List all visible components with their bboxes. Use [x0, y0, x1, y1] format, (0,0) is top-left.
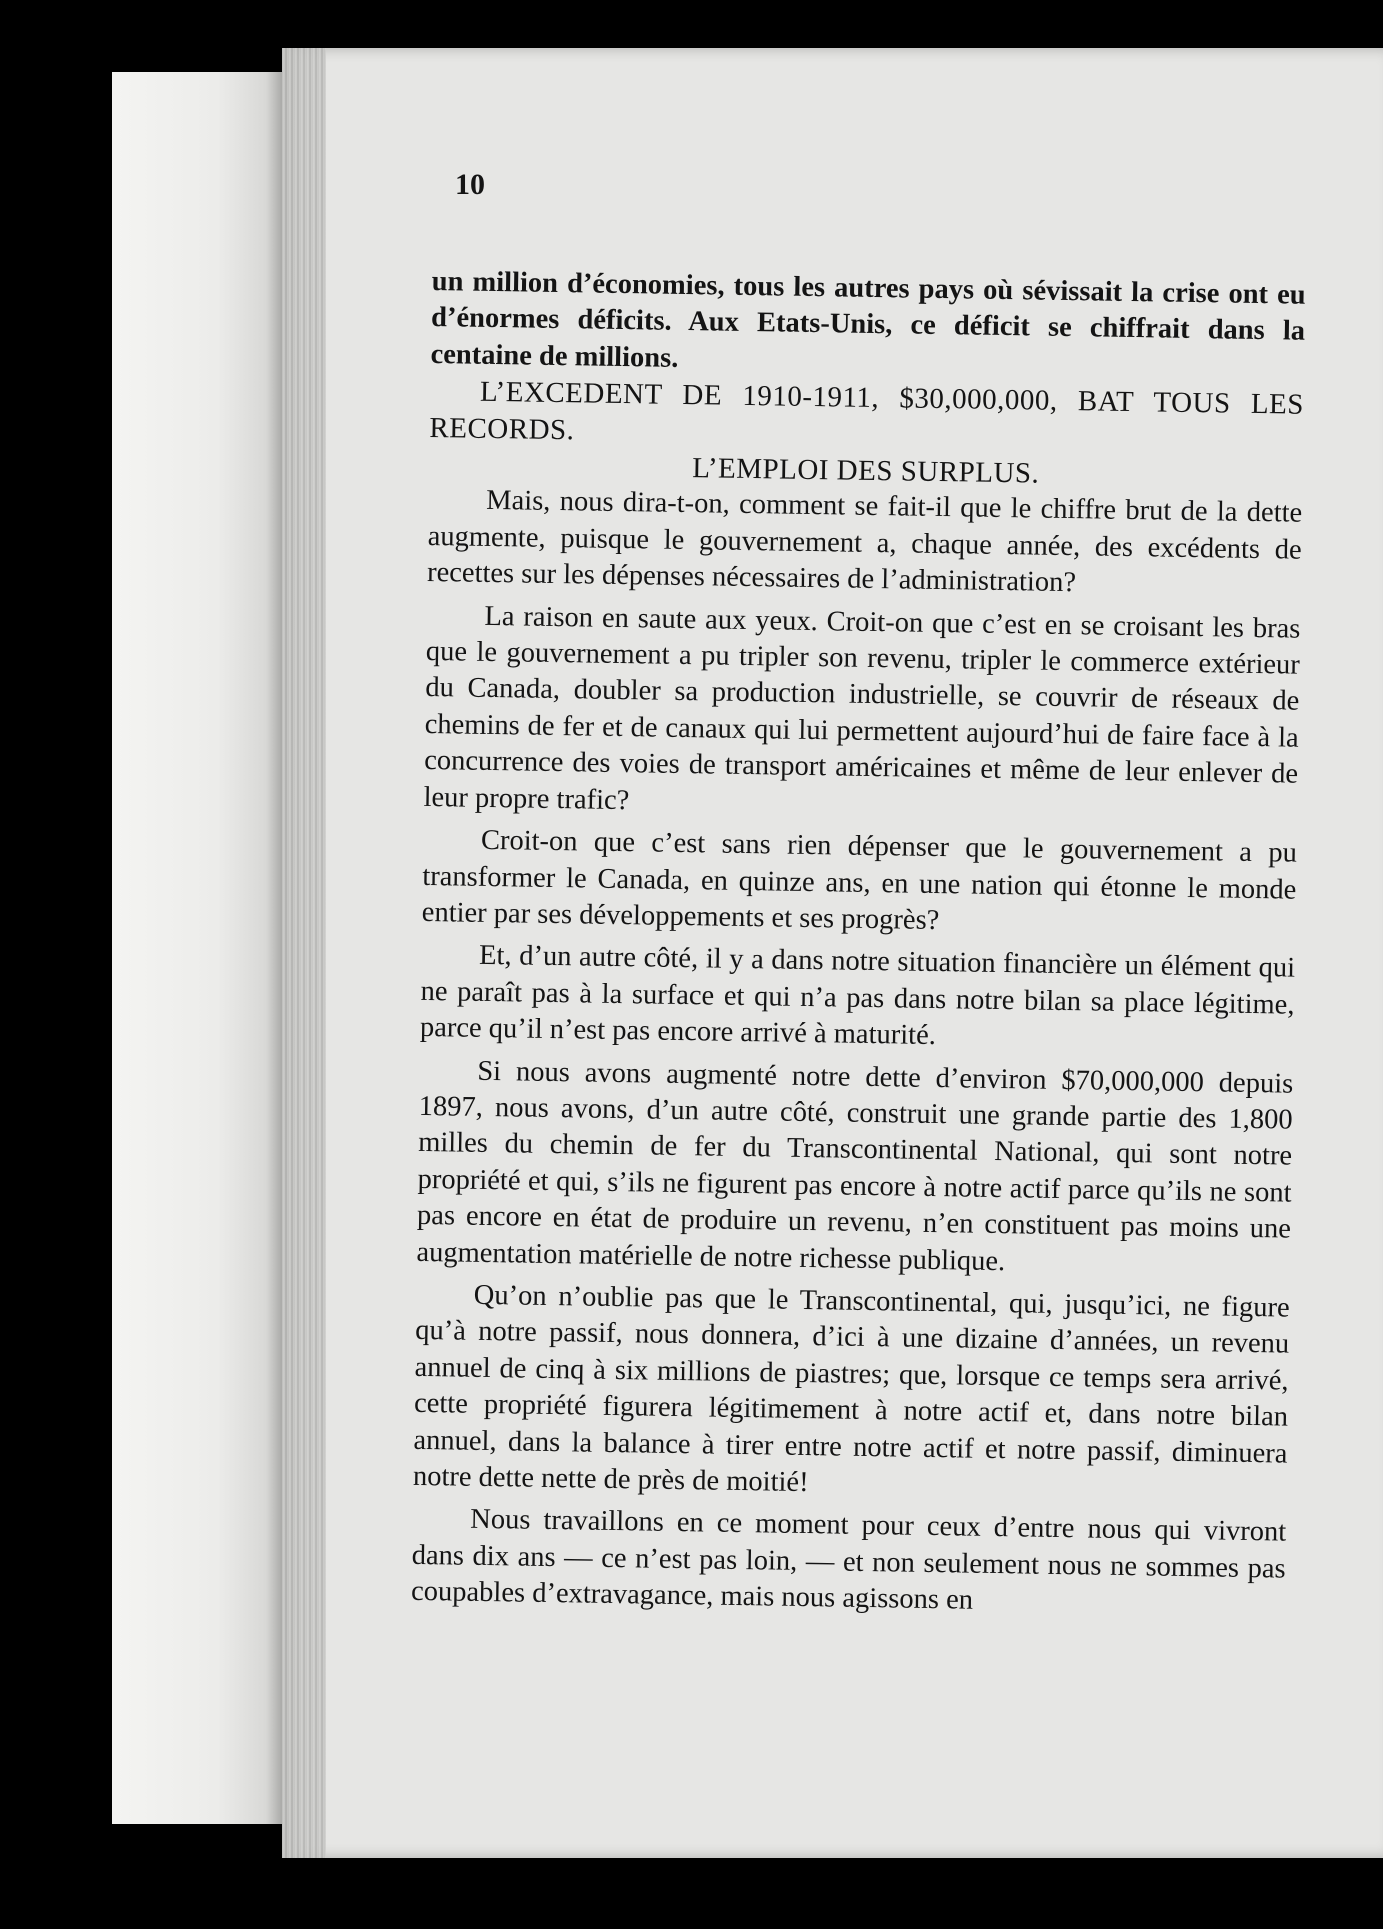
paragraph: Et, d’un autre côté, il y a dans notre situation financière un élément qui ne paraît pas à la surface et qui n’a pas dans notre bilan sa place légitime, parce qu’il n’est pas encore arrivé à maturité.: [419, 940, 1296, 1052]
page-binding-edge: [282, 48, 326, 1858]
paragraph: Qu’on n’oublie pas que le Transcontinental, qui, jusqu’ici, ne figure qu’à notre passif, nous donnera, d’ici à une dizaine d’années, un revenu annuel de cinq à six millions de piastres; que, lorsque ce temps sera arrivé, cette propriété figurera légitimement à notre actif et, dans notre bilan annuel, dans la balance à tirer entre notre actif et notre passif, diminuera notre dette nette de près de moitié!: [412, 1279, 1290, 1499]
left-margin-strip: [112, 72, 287, 1824]
section-subheading: L’EMPLOI DES SURPLUS.: [692, 452, 1040, 490]
page-number: 10: [455, 168, 485, 201]
page-text: [411, 264, 1306, 1624]
paragraph: Mais, nous dira-t-on, comment se fait-il que le chiffre brut de la dette augmente, puisque le gouvernement a, chaque année, des excédents de recettes sur les dépenses nécessaires de l’administration?: [426, 485, 1303, 599]
paragraph: Nous travaillons en ce moment pour ceux d’entre nous qui vivront dans dix ans — ce n’est pas loin, — et non seulement nous ne sommes pas coupables d’extravagance, mais nous agissons en: [410, 1504, 1287, 1616]
paragraph: Si nous avons augmenté notre dette d’environ $70,000,000 depuis 1897, nous avons, d’un autre côté, construit une grande partie des 1,800 milles du chemin de fer du Transcontinental National, qui sont notre propriété et qui, s’ils ne figurent pas encore à notre actif parce qu’ils ne sont pas encore en état de produire un revenu, n’en constituent pas moins une augmentation matérielle de notre richesse publique.: [416, 1055, 1294, 1277]
paragraph: La raison en saute aux yeux. Croit-on que c’est en se croisant les bras que le gouvernement a pu tripler son revenu, tripler le commerce extérieur du Canada, doubler sa production industrielle, se couvrir de réseaux de chemins de fer et de canaux qui lui permettent aujourd’hui de faire face à la concurrence des voies de transport américaines et même de leur enlever de leur propre trafic?: [423, 600, 1301, 816]
section-heading: L’EXCEDENT DE 1910-1911, $30,000,000, BAT TOUS LES RECORDS.: [429, 375, 1305, 446]
paragraph: Croit-on que c’est sans rien dépenser que le gouvernement a pu transformer le Canada, en quinze ans, en une nation qui étonne le monde entier par ses développements et ses progrès?: [421, 824, 1298, 936]
paragraph-continued: un million d’économies, tous les autres pays où sévissait la crise ont eu d’énormes déficits. Aux Etats-Unis, ce déficit se chiffrait dans la centaine de millions.: [430, 265, 1306, 374]
